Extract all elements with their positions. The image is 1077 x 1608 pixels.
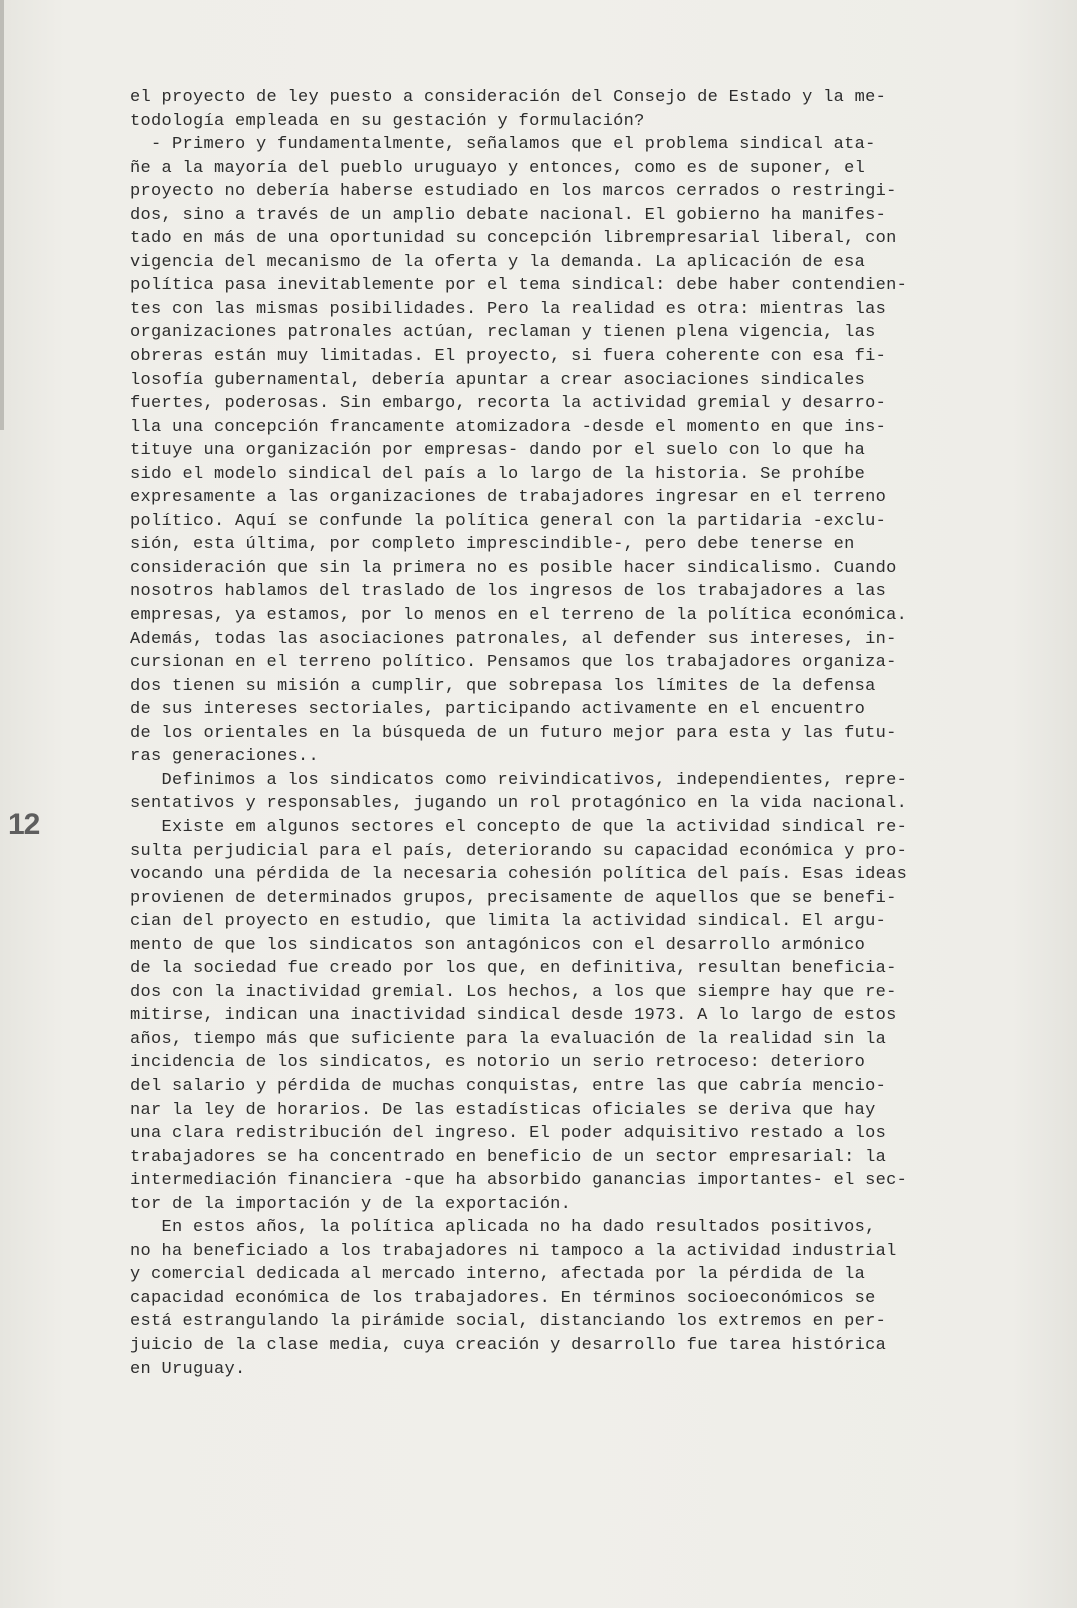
text-line: proyecto no debería haberse estudiado en los marcos cerrados o restringi- bbox=[130, 182, 897, 202]
text-line: y comercial dedicada al mercado interno, afectada por la pérdida de la bbox=[130, 1265, 866, 1285]
text-line: mitirse, indican una inactividad sindical desde 1973. A lo largo de estos bbox=[130, 1006, 897, 1026]
body-text bbox=[130, 86, 1010, 1381]
text-line: dos tienen su misión a cumplir, que sobrepasa los límites de la defensa bbox=[130, 676, 876, 696]
text-line: de la sociedad fue creado por los que, en definitiva, resultan beneficia- bbox=[130, 959, 897, 979]
text-line: lla una concepción francamente atomizadora -desde el momento en que ins- bbox=[130, 417, 887, 437]
text-line: Además, todas las asociaciones patronales, al defender sus intereses, in- bbox=[130, 629, 897, 649]
text-line: Definimos a los sindicatos como reivindicativos, independientes, repre- bbox=[130, 770, 908, 790]
text-line: tado en más de una oportunidad su concepción librempresarial liberal, con bbox=[130, 229, 897, 249]
text-line: organizaciones patronales actúan, reclaman y tienen plena vigencia, las bbox=[130, 323, 876, 343]
text-line: provienen de determinados grupos, precisamente de aquellos que se benefi- bbox=[130, 888, 897, 908]
text-line: el proyecto de ley puesto a consideración del Consejo de Estado y la me- bbox=[130, 88, 887, 107]
text-line: una clara redistribución del ingreso. El poder adquisitivo restado a los bbox=[130, 1124, 887, 1144]
text-line: sentativos y responsables, jugando un rol protagónico en la vida nacional. bbox=[130, 794, 908, 814]
text-line: fuertes, poderosas. Sin embargo, recorta la actividad gremial y desarro- bbox=[130, 394, 887, 414]
text-line: nosotros hablamos del traslado de los ingresos de los trabajadores a las bbox=[130, 582, 887, 602]
page-edge-shadow bbox=[0, 0, 4, 430]
text-line: sión, esta última, por completo imprescindible-, pero debe tenerse en bbox=[130, 535, 855, 555]
text-line: dos con la inactividad gremial. Los hechos, a los que siempre hay que re- bbox=[130, 982, 897, 1002]
text-line: intermediación financiera -que ha absorbido ganancias importantes- el sec- bbox=[130, 1171, 908, 1191]
text-line: todología empleada en su gestación y formulación? bbox=[130, 111, 645, 131]
text-line: juicio de la clase media, cuya creación y desarrollo fue tarea histórica bbox=[130, 1335, 887, 1355]
text-line: incidencia de los sindicatos, es notorio un serio retroceso: deterioro bbox=[130, 1053, 866, 1073]
text-line: vigencia del mecanismo de la oferta y la demanda. La aplicación de esa bbox=[130, 252, 866, 272]
text-line: expresamente a las organizaciones de trabajadores ingresar en el terreno bbox=[130, 488, 887, 508]
text-line: dos, sino a través de un amplio debate nacional. El gobierno ha manifes- bbox=[130, 205, 887, 225]
text-line: sido el modelo sindical del país a lo largo de la historia. Se prohíbe bbox=[130, 464, 866, 484]
text-line: ras generaciones.. bbox=[130, 747, 320, 767]
text-line: trabajadores se ha concentrado en beneficio de un sector empresarial: la bbox=[130, 1147, 887, 1167]
text-line: Existe em algunos sectores el concepto de que la actividad sindical re- bbox=[130, 817, 908, 837]
text-line: cian del proyecto en estudio, que limita la actividad sindical. El argu- bbox=[130, 912, 887, 932]
text-line: está estrangulando la pirámide social, distanciando los extremos en per- bbox=[130, 1312, 887, 1332]
text-line: empresas, ya estamos, por lo menos en el terreno de la política económica. bbox=[130, 606, 908, 626]
text-line: no ha beneficiado a los trabajadores ni tampoco a la actividad industrial bbox=[130, 1241, 897, 1261]
text-line: de sus intereses sectoriales, participando activamente en el encuentro bbox=[130, 700, 866, 720]
text-line: consideración que sin la primera no es posible hacer sindicalismo. Cuando bbox=[130, 558, 897, 578]
text-line: del salario y pérdida de muchas conquistas, entre las que cabría mencio- bbox=[130, 1076, 887, 1096]
page-number: 12 bbox=[8, 808, 40, 841]
text-line: tituye una organización por empresas- dando por el suelo con lo que ha bbox=[130, 441, 866, 461]
text-line: En estos años, la política aplicada no ha dado resultados positivos, bbox=[130, 1218, 876, 1238]
text-line: sulta perjudicial para el país, deteriorando su capacidad económica y pro- bbox=[130, 841, 908, 861]
text-line: político. Aquí se confunde la política general con la partidaria -exclu- bbox=[130, 511, 887, 531]
text-line: política pasa inevitablemente por el tema sindical: debe haber contendien- bbox=[130, 276, 908, 296]
text-line: tor de la importación y de la exportación. bbox=[130, 1194, 572, 1214]
text-line: ñe a la mayoría del pueblo uruguayo y entonces, como es de suponer, el bbox=[130, 158, 866, 178]
text-line: losofía gubernamental, debería apuntar a crear asociaciones sindicales bbox=[130, 370, 866, 390]
text-line: vocando una pérdida de la necesaria cohesión política del país. Esas ideas bbox=[130, 865, 908, 885]
text-line: - Primero y fundamentalmente, señalamos que el problema sindical ata- bbox=[130, 135, 876, 155]
text-line: tes con las mismas posibilidades. Pero la realidad es otra: mientras las bbox=[130, 299, 887, 319]
text-line: mento de que los sindicatos son antagónicos con el desarrollo armónico bbox=[130, 935, 866, 955]
text-line: capacidad económica de los trabajadores. En términos socioeconómicos se bbox=[130, 1288, 876, 1308]
text-line: años, tiempo más que suficiente para la evaluación de la realidad sin la bbox=[130, 1029, 887, 1049]
text-line: obreras están muy limitadas. El proyecto, si fuera coherente con esa fi- bbox=[130, 347, 887, 367]
text-line: en Uruguay. bbox=[130, 1359, 246, 1379]
text-line: de los orientales en la búsqueda de un futuro mejor para esta y las futu- bbox=[130, 723, 897, 743]
text-line: cursionan en el terreno político. Pensamos que los trabajadores organiza- bbox=[130, 653, 897, 673]
text-line: nar la ley de horarios. De las estadísticas oficiales se deriva que hay bbox=[130, 1100, 876, 1120]
